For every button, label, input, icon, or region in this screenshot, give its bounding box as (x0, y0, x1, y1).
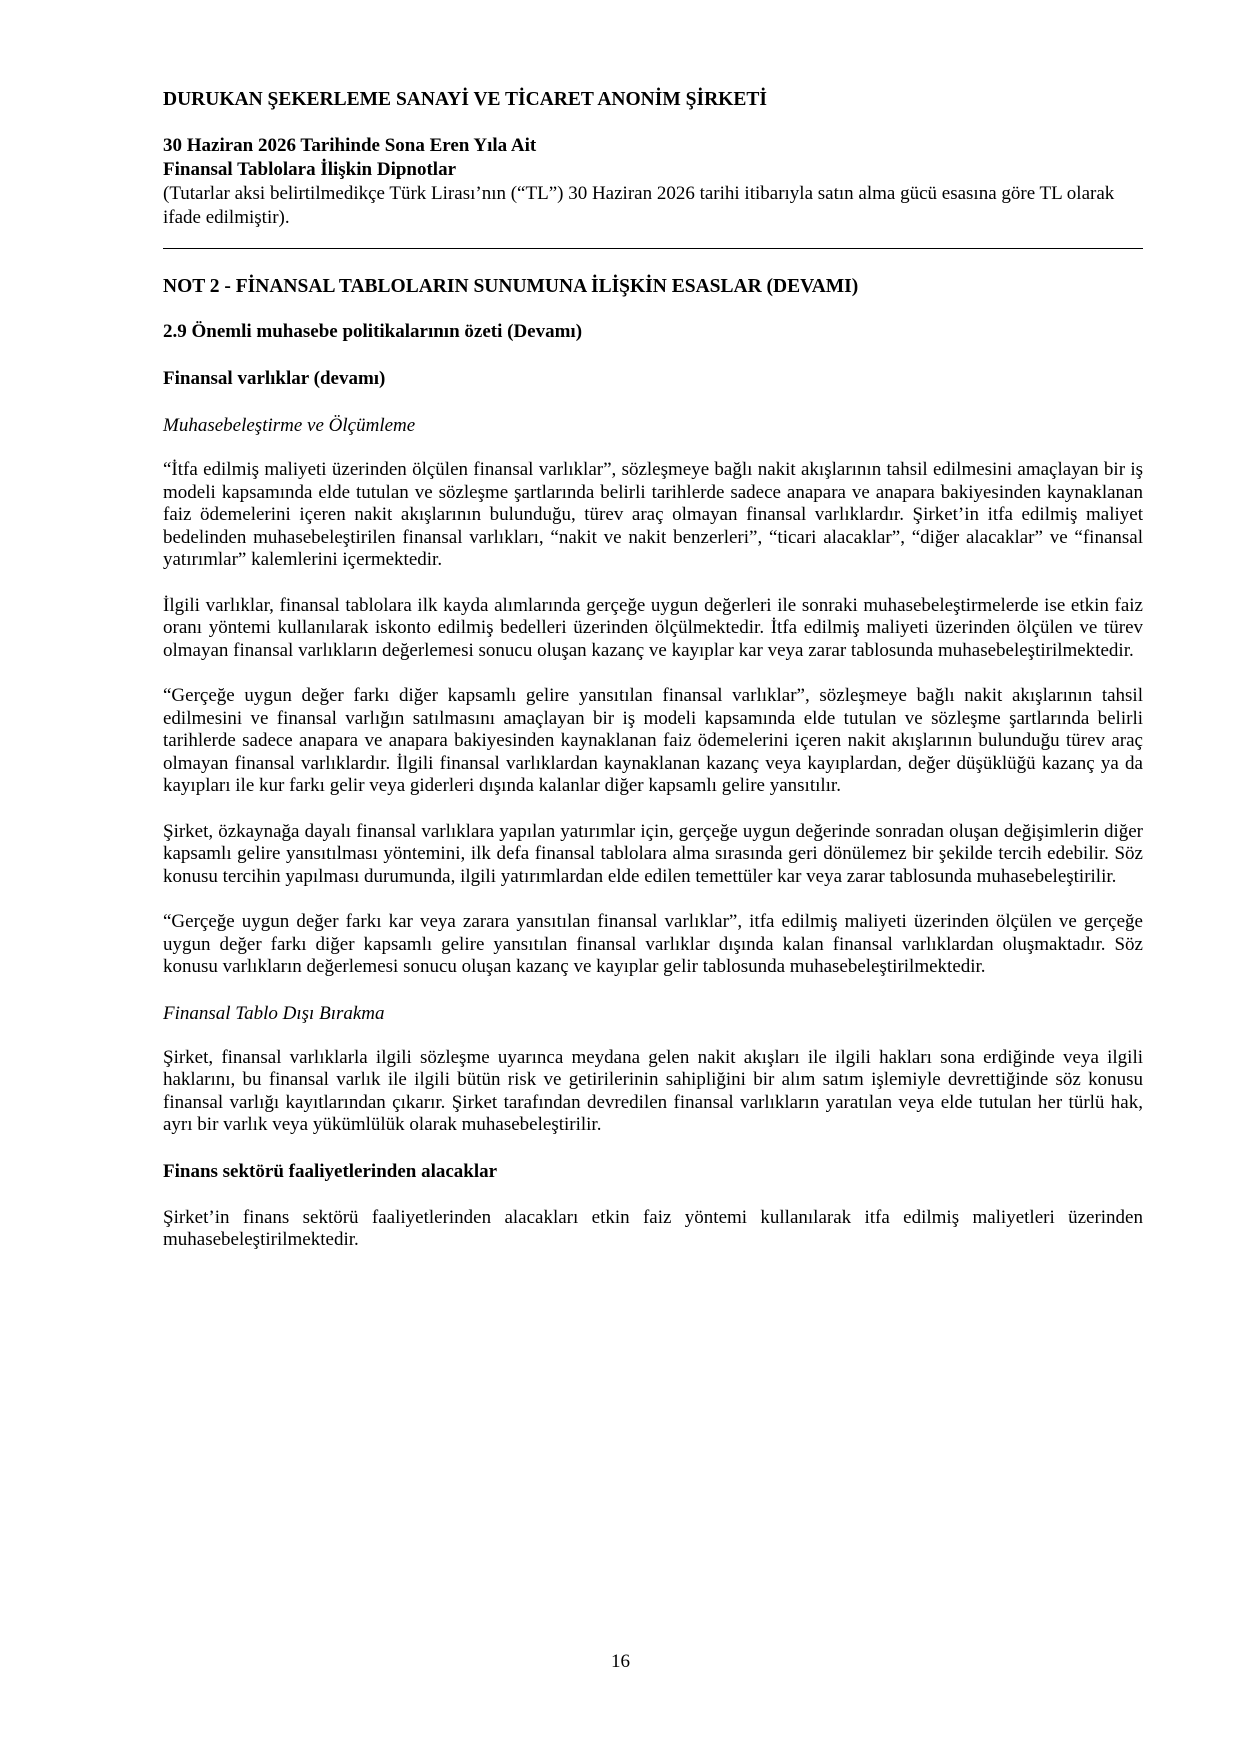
paragraph: Şirket’in finans sektörü faaliyetlerinden alacakları etkin faiz yöntemi kullanılarak itfa edilmiş maliyetleri üzerinden muhasebeleştirilmektedir. (163, 1206, 1143, 1250)
paragraph: “İtfa edilmiş maliyeti üzerinden ölçülen finansal varlıklar”, sözleşmeye bağlı nakit akışlarının tahsil edilmesini amaçlayan bir iş modeli kapsamında elde tutulan ve sözleşme şartlarında belirli tarihlerde sadece anapara ve anapara bakiyesinden kaynaklanan faiz ödemelerini içeren nakit akışlarının bulunduğu, türev araç olmayan finansal varlıklardır. Şirket’in itfa edilmiş maliyet bedelinden muhasebeleştirilen finansal varlıkları, “nakit ve nakit benzerleri”, “ticari alacaklar”, “diğer alacaklar” ve “finansal yatırımlar” kalemlerini içermektedir. (163, 459, 1143, 570)
section-subheading: Finansal varlıklar (devamı) (163, 368, 386, 389)
italic-heading-recognition: Muhasebeleştirme ve Ölçümleme (163, 415, 416, 436)
page-header (163, 88, 1143, 230)
currency-note: (Tutarlar aksi belirtilmedikçe Türk Lirası’nın (“TL”) 30 Haziran 2026 tarihi itibarıyla satın alma gücü esasına göre TL olarak ifade edilmiştir). (163, 183, 1115, 228)
header-divider (163, 248, 1143, 249)
paragraph: Şirket, finansal varlıklarla ilgili sözleşme uyarınca meydana gelen nakit akışları ile ilgili hakları sona erdiğinde veya ilgili haklarını, bu finansal varlık ile ilgili bütün risk ve getirilerinin sahipliğini bir alım satım işlemiyle devrettiğinde söz konusu finansal varlığı kayıtlarından çıkarır. Şirket tarafından devredilen finansal varlıkların yaratılan veya elde tutulan her türlü hak, ayrı bir varlık veya yükümlülük olarak muhasebeleştirilir. (163, 1046, 1143, 1135)
report-subtitle: Finansal Tablolara İlişkin Dipnotlar (163, 159, 457, 180)
section-heading: 2.9 Önemli muhasebe politikalarının özeti (Devamı) (163, 321, 583, 342)
note-title: NOT 2 - FİNANSAL TABLOLARIN SUNUMUNA İLİŞKİN ESASLAR (DEVAMI) (163, 276, 859, 297)
paragraph: İlgili varlıklar, finansal tablolara ilk kayda alımlarında gerçeğe uygun değerleri ile sonraki muhasebeleştirmelerde ise etkin faiz oranı yöntemi kullanılarak iskonto edilmiş bedelleri üzerinden ölçülmektedir. İtfa edilmiş maliyeti üzerinden ölçülen ve türev olmayan finansal varlıkların değerlemesi sonucu oluşan kazanç ve kayıplar kar veya zarar tablosunda muhasebeleştirilmektedir. (163, 594, 1143, 661)
page-number: 16 (611, 1651, 630, 1672)
finance-sector-heading: Finans sektörü faaliyetlerinden alacaklar (163, 1160, 498, 1182)
report-period: 30 Haziran 2026 Tarihinde Sona Eren Yıla Ait (163, 135, 537, 156)
company-name: DURUKAN ŞEKERLEME SANAYİ VE TİCARET ANONİM ŞİRKETİ (163, 89, 767, 110)
paragraph: Şirket, özkaynağa dayalı finansal varlıklara yapılan yatırımlar için, gerçeğe uygun değerinde sonradan oluşan değişimlerin diğer kapsamlı gelire yansıtılması yöntemini, ilk defa finansal tablolara alma sırasında geri dönülemez bir şekilde tercih edebilir. Söz konusu tercihin yapılması durumunda, ilgili yatırımlardan elde edilen temettüler kar veya zarar tablosunda muhasebeleştirilir. (163, 820, 1143, 887)
paragraph: “Gerçeğe uygun değer farkı kar veya zarara yansıtılan finansal varlıklar”, itfa edilmiş maliyeti üzerinden ölçülen ve gerçeğe uygun değer farkı diğer kapsamlı gelire yansıtılan finansal varlıklar dışında kalan finansal varlıklardan oluşmaktadır. Söz konusu varlıkların değerlemesi sonucu oluşan kazanç ve kayıplar gelir tablosunda muhasebeleştirilmektedir. (163, 911, 1143, 977)
italic-heading-derecognition: Finansal Tablo Dışı Bırakma (163, 1002, 385, 1024)
paragraph: “Gerçeğe uygun değer farkı diğer kapsamlı gelire yansıtılan finansal varlıklar”, sözleşmeye bağlı nakit akışlarının tahsil edilmesini ve finansal varlığın satılmasını amaçlayan bir iş modeli kapsamında elde tutulan ve sözleşme şartlarında belirli tarihlerde sadece anapara ve anapara bakiyesinden kaynaklanan faiz ödemelerini içeren nakit akışlarının bulunduğu türev araç olmayan finansal varlıklardır. İlgili finansal varlıklardan kaynaklanan kazanç veya kayıplardan, değer düşüklüğü kazanç ya da kayıpları ile kur farkı gelir veya giderleri dışında kalanlar diğer kapsamlı gelire yansıtılır. (163, 685, 1143, 796)
document-body (163, 320, 1143, 1275)
